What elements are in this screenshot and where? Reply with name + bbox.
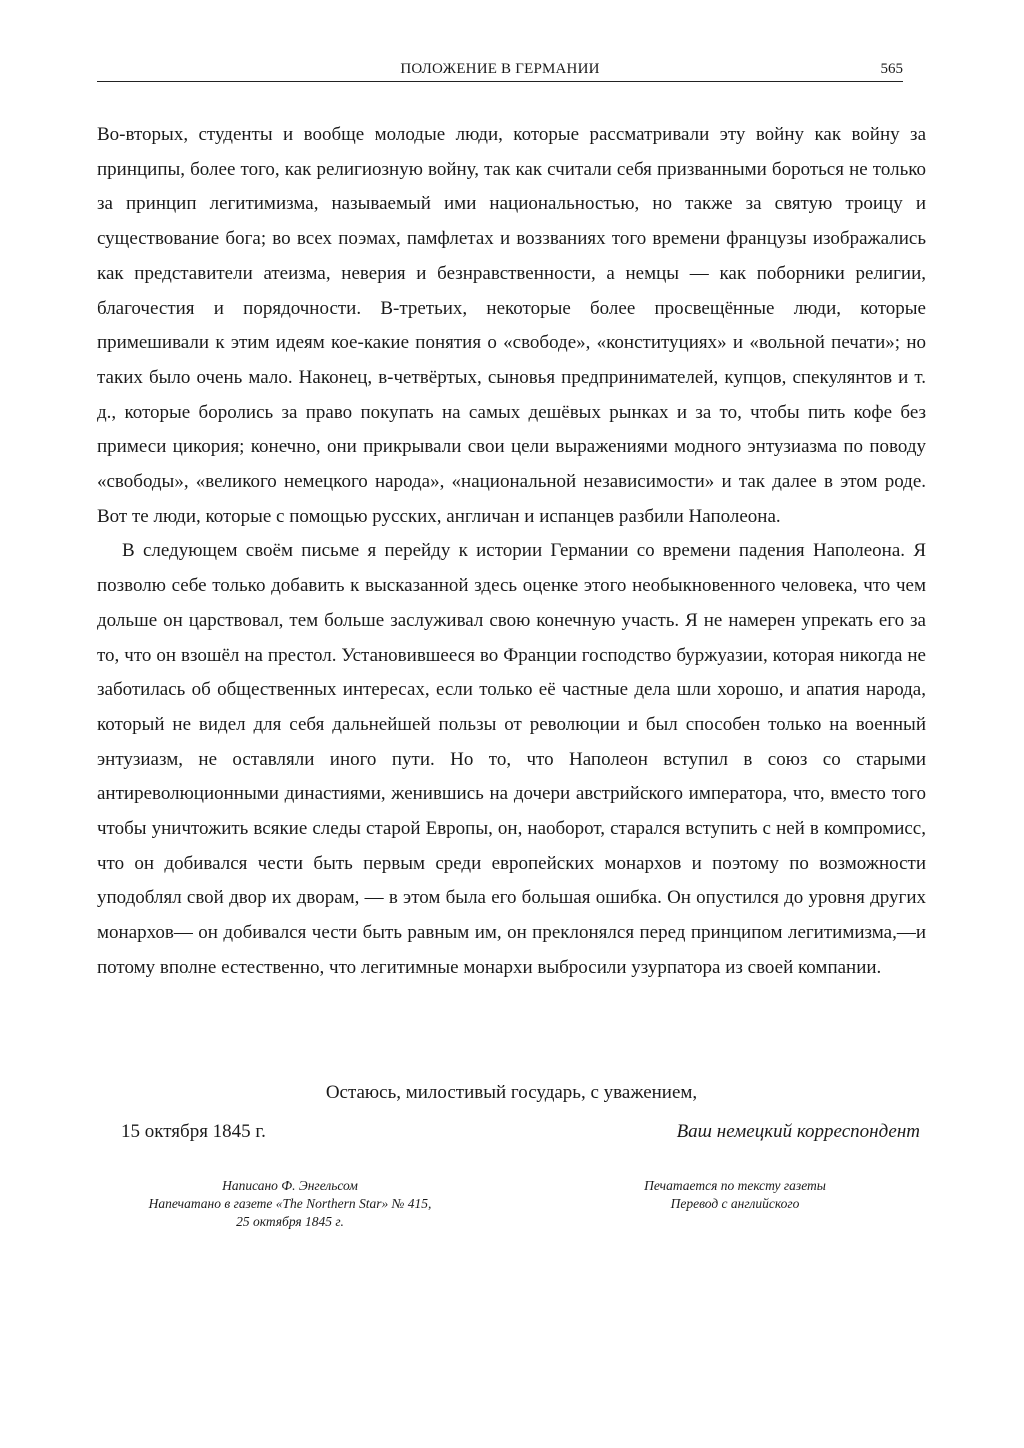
paragraph-1: Во-вторых, студенты и вообще молодые люди, которые рассматривали эту войну как войну за принципы, более того, как религиозную войну, так как считали себя призванными бороться не только за принцип легитимизма, называемый ими национальностью, но также за святую троицу и существование бога; во всех поэмах, памфлетах и воззваниях того времени французы изображались как представители атеизма, неверия и безнравственности, а немцы — как поборники религии, благочестия и порядочности. В-третьих, некоторые более просвещённые люди, которые примешивали к этим идеям кое-какие понятия о «свободе», «конституциях» и «вольной печати»; но таких было очень мало. Наконец, в-четвёртых, сыновья предпринимателей, купцов, спекулянтов и т. д., которые боролись за право покупать на самых дешёвых рынках и за то, чтобы пить кофе без примеси цикория; конечно, они прикрывали свои цели выражениями модного энтузиазма по поводу «свободы», «великого немецкого народа», «национальной независимости» и так далее в этом роде. Вот те люди, которые с помощью русских, англичан и испанцев разбили Наполеона. bbox=[97, 124, 926, 527]
source-text-note: Печатается по тексту газеты bbox=[644, 1178, 826, 1193]
translation-note: Перевод с английского bbox=[670, 1196, 800, 1211]
running-header bbox=[97, 61, 903, 82]
publication-date-note: 25 октября 1845 г. bbox=[236, 1214, 344, 1229]
letter-date: 15 октября 1845 г. bbox=[121, 1121, 266, 1142]
main-text bbox=[97, 118, 926, 986]
paragraph-2: В следующем своём письме я перейду к истории Германии со времени падения Наполеона. Я позволю себе только добавить к высказанной здесь оценке этого необыкновенного человека, что чем дольше он царствовал, тем больше заслуживал свою конечную участь. Я не намерен упрекать его за то, что он взошёл на престол. Установившееся во Франции господство буржуазии, которая никогда не заботилась об общественных интересах, если только её частные дела шли хорошо, и апатия народа, который не видел для себя дальнейшей пользы от революции и был способен только на военный энтузиазм, не оставляли иного пути. Но то, что Наполеон вступил в союз со старыми антиреволюционными династиями, женившись на дочери австрийского императора, что, вместо того чтобы уничтожить всякие следы старой Европы, он, наоборот, старался вступить с ней в компромисс, что он добивался чести быть первым среди европейских монархов и поэтому по возможности уподоблял свой двор их дворам, — в этом была его большая ошибка. Он опустился до уровня других монархов— он добивался чести быть равным им, он преклонялся перед принципом легитимизма,—и потому вполне естественно, что легитимные монархи выбросили узурпатора из своей компании. bbox=[97, 540, 926, 978]
page-number: 565 bbox=[880, 61, 903, 77]
author-note: Написано Ф. Энгельсом bbox=[222, 1178, 358, 1193]
source-note bbox=[590, 1177, 880, 1213]
closing-salutation: Остаюсь, милостивый государь, с уважением, bbox=[325, 1082, 698, 1103]
newspaper-note: Напечатано в газете «The Northern Star» № 415, bbox=[148, 1196, 432, 1211]
running-title: ПОЛОЖЕНИЕ В ГЕРМАНИИ bbox=[400, 61, 600, 77]
publication-note bbox=[110, 1177, 470, 1231]
signature: Ваш немецкий корреспондент bbox=[676, 1121, 920, 1142]
